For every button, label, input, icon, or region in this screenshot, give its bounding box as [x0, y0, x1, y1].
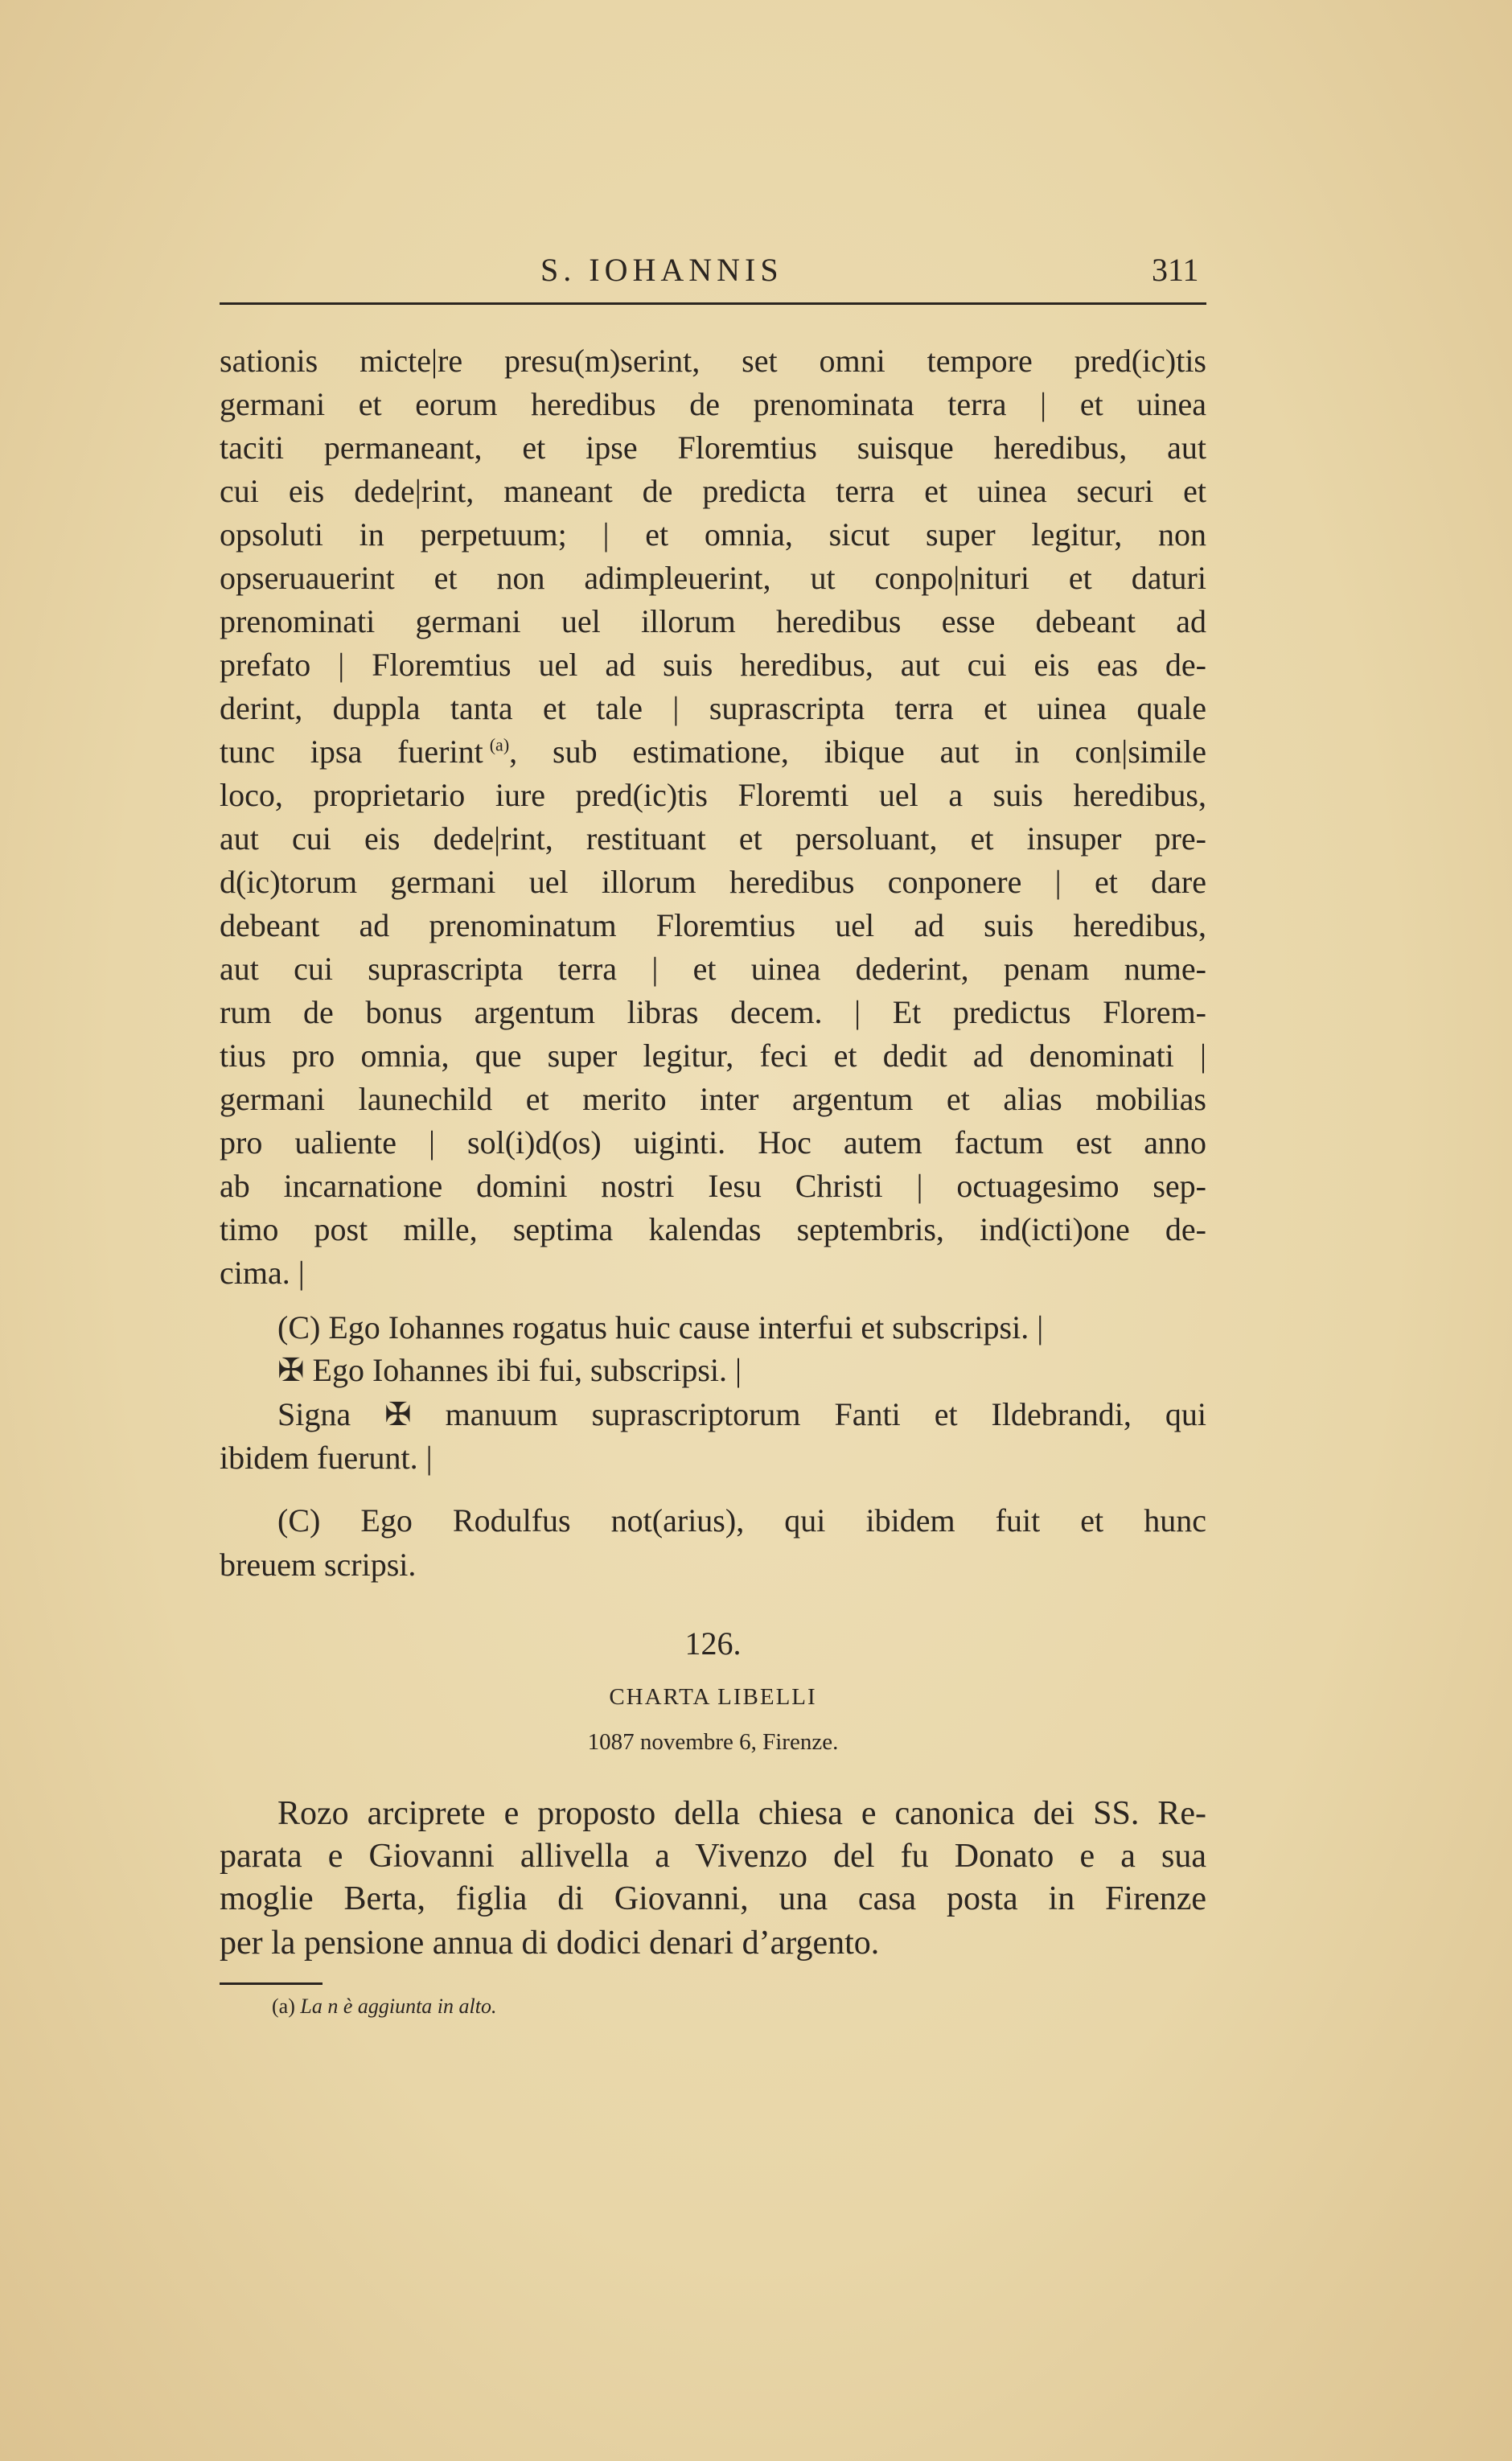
text-span: tunc ipsa fuerint — [220, 733, 483, 770]
document-number: 126. — [684, 1625, 742, 1662]
signature-line — [277, 1393, 1206, 1436]
page-number: 311 — [1152, 252, 1199, 288]
footnote — [272, 1995, 496, 2019]
text-span: , sub estimatione, ibique aut in con|simile — [509, 733, 1206, 770]
footnote-rule — [220, 1982, 323, 1985]
text-line: d(ic)torum germani uel illorum heredibus conponere | et dare — [220, 864, 1206, 900]
text-span: Ego Iohannes ibi fui, subscripsi. | — [312, 1352, 742, 1388]
footnote-text: La n è aggiunta in alto. — [300, 1995, 497, 2018]
text-line: prenominati germani uel illorum heredibus esse debeant ad — [220, 603, 1206, 639]
header-rule — [220, 302, 1206, 305]
text-line: loco, proprietario iure pred(ic)tis Floremti uel a suis heredibus, — [220, 777, 1206, 813]
text-line: prefato | Floremtius uel ad suis heredibus, aut cui eis eas de- — [220, 647, 1206, 683]
signature-line: breuem scripsi. — [220, 1547, 417, 1583]
text-line — [220, 730, 1206, 774]
document-title: CHARTA LIBELLI — [609, 1684, 817, 1710]
text-line: aut cui suprascripta terra | et uinea dederint, penam nume- — [220, 951, 1206, 987]
summary-line: Rozo arciprete e proposto della chiesa e canonica dei SS. Re- — [277, 1795, 1206, 1832]
signature-line: (C) Ego Iohannes rogatus huic cause interfui et subscripsi. | — [277, 1309, 1044, 1346]
signature-line: ibidem fuerunt. | — [220, 1440, 433, 1476]
summary-line: moglie Berta, figlia di Giovanni, una casa posta in Firenze — [220, 1880, 1206, 1917]
text-line: derint, duppla tanta et tale | suprascripta terra et uinea quale — [220, 690, 1206, 726]
text-line: taciti permaneant, et ipse Floremtius suisque heredibus, aut — [220, 429, 1206, 466]
signature-line — [277, 1349, 1206, 1392]
text-line: debeant ad prenominatum Floremtius uel ad suis heredibus, — [220, 907, 1206, 943]
text-span: Signa — [277, 1396, 351, 1432]
cross-icon: ✠ — [384, 1396, 412, 1432]
signature-line: (C) Ego Rodulfus not(arius), qui ibidem fuit et hunc — [277, 1502, 1206, 1539]
text-line: cui eis dede|rint, maneant de predicta terra et uinea securi et — [220, 473, 1206, 509]
text-line: tius pro omnia, que super legitur, feci et dedit ad denominati | — [220, 1037, 1206, 1074]
text-line: timo post mille, septima kalendas septembris, ind(icti)one de- — [220, 1211, 1206, 1247]
cross-icon: ✠ — [277, 1352, 305, 1388]
text-line: pro ualiente | sol(i)d(os) uiginti. Hoc autem factum est anno — [220, 1124, 1206, 1161]
text-line: rum de bonus argentum libras decem. | Et predictus Florem- — [220, 994, 1206, 1030]
text-line: sationis micte|re presu(m)serint, set omni tempore pred(ic)tis — [220, 343, 1206, 379]
text-line: aut cui eis dede|rint, restituant et persoluant, et insuper pre- — [220, 820, 1206, 857]
text-line: cima. | — [220, 1255, 305, 1291]
summary-line: parata e Giovanni allivella a Vivenzo del fu Donato e a sua — [220, 1838, 1206, 1875]
running-title: S. IOHANNIS — [540, 252, 783, 288]
document-date: 1087 novembre 6, Firenze. — [587, 1729, 839, 1755]
text-line: ab incarnatione domini nostri Iesu Christi | octuagesimo sep- — [220, 1168, 1206, 1204]
footnote-marker: (a) — [272, 1995, 295, 2018]
summary-line: per la pensione annua di dodici denari d’argento. — [220, 1925, 880, 1962]
text-span: manuum suprascriptorum Fanti et Ildebrandi, qui — [445, 1396, 1207, 1432]
text-line: germani et eorum heredibus de prenominata terra | et uinea — [220, 386, 1206, 422]
footnote-ref: (a) — [489, 734, 510, 755]
text-line: germani launechild et merito inter argentum et alias mobilias — [220, 1081, 1206, 1117]
text-line: opseruauerint et non adimpleuerint, ut conpo|nituri et daturi — [220, 560, 1206, 596]
text-line: opsoluti in perpetuum; | et omnia, sicut super legitur, non — [220, 516, 1206, 553]
